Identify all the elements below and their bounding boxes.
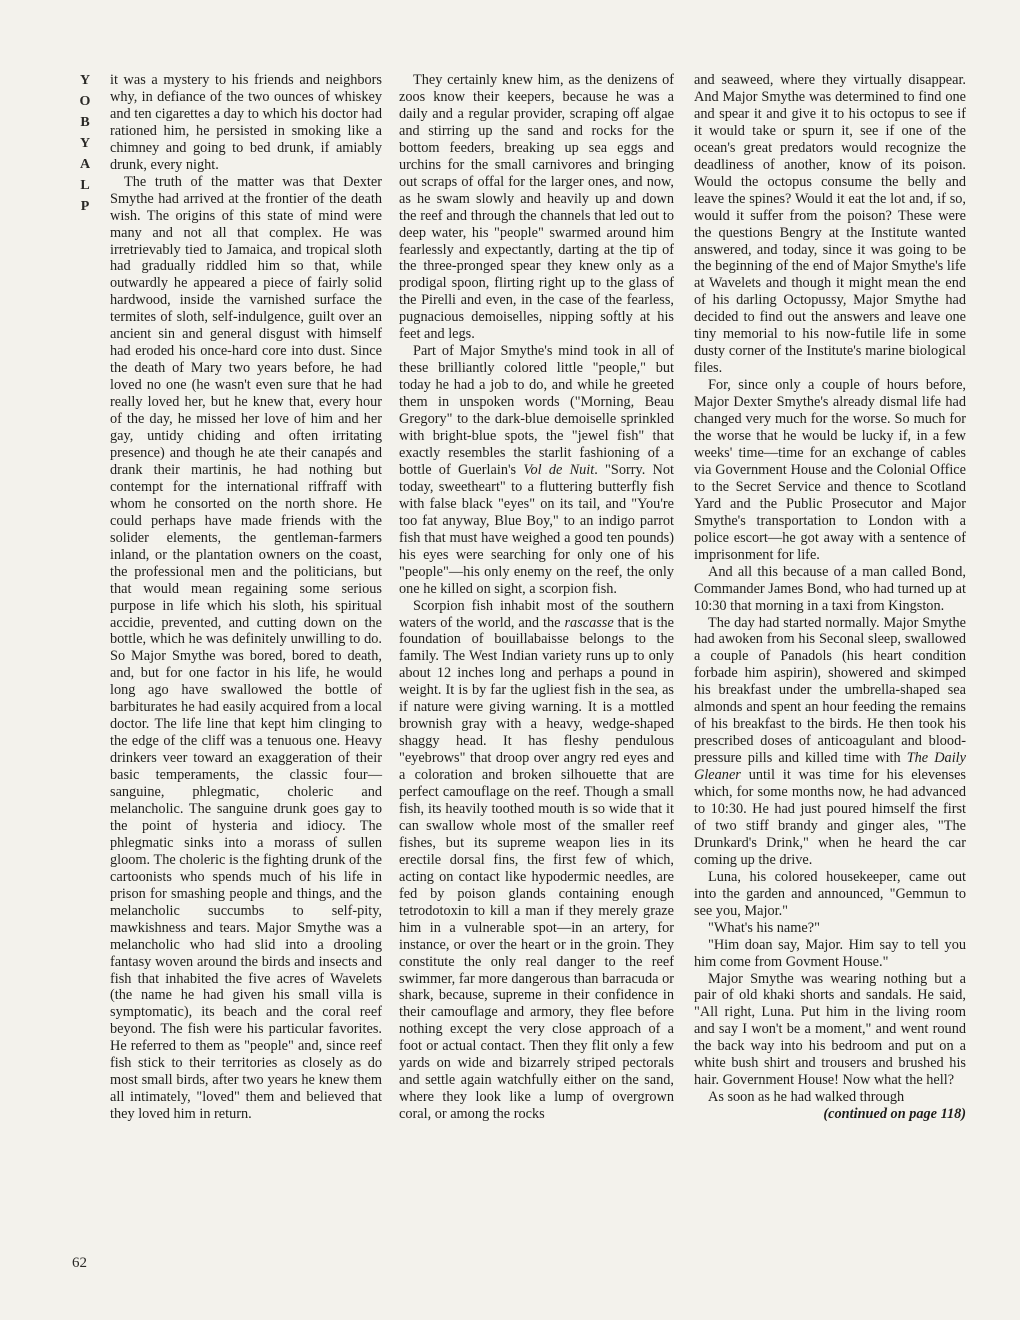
masthead-vertical (74, 70, 96, 217)
text-run: Scorpion fish inhabit most of the southern waters of the world, and the (399, 597, 674, 631)
paragraph: "What's his name?" (708, 919, 820, 936)
text-column-3 (694, 72, 966, 1123)
paragraph: it was a mystery to his friends and neighbors why, in defiance of the two ounces of whiskey and ten cigarettes a day to which his doctor had rationed him, he persisted in smoking like a chimney and going to bed drunk, if amiably drunk, every night. (110, 72, 382, 173)
paragraph: For, since only a couple of hours before, Major Dexter Smythe's already dismal life had changed very much for the worse. So much for the worse that he would be lucky if, in a few weeks' time—time for an exchange of cables via Government House and the Colonial Office to the Secret Service and thence to Scotland Yard and the Public Prosecutor and Major Smythe's transportation to London with a police escort—he got away with a sentence of imprisonment for life. (694, 377, 966, 563)
italic-term: rascasse (564, 614, 614, 631)
paragraph: They certainly knew him, as the denizens of zoos know their keepers, because he was a daily and a regular provider, scraping off algae and stirring up the sand and rocks for the bottom feeders, breaking up sea eggs and urchins for the small carnivores and bringing out scraps of offal for the larger ones, and now, as he swam slowly and heavily up and down the reef and through the channels that led out to deep water, his "people" swarmed around him fearlessly and expectantly, darting at the tip of the three-pronged spear they knew only as a prodigal spoon, flirting right up to the glass of the Pirelli and even, in the case of the fearless, pugnacious demoiselles, nipping softly at his feet and legs. (399, 72, 674, 343)
masthead-letter: Y (79, 136, 91, 151)
paragraph (399, 598, 674, 1124)
masthead-letter: A (79, 157, 91, 172)
paragraph: And all this because of a man called Bond, Commander James Bond, who had turned up at 10:30 that morning in a taxi from Kingston. (694, 563, 966, 614)
paragraph (694, 615, 966, 869)
masthead-letter: P (80, 199, 90, 214)
italic-title: The Daily Gleaner (694, 750, 966, 784)
paragraph: Major Smythe was wearing nothing but a pair of old khaki shorts and sandals. He said, "All right, Luna. Put him in the living room and say I won't be a moment," and went round the back way into his bedroom and put on a white bush shirt and trousers and brushed his hair. Government House! Now what the hell? (694, 970, 966, 1089)
masthead-letter: Y (79, 73, 91, 88)
text-run: that is the foundation of bouillabaisse belongs to the family. The West Indian variety runs up to only about 12 inches long and perhaps a pound in weight. It is by far the ugliest fish in the sea, as if nature were giving warning. It is a mottled brownish gray with a heavy, wedge-shaped shaggy head. It has fleshy pendulous "eyebrows" that droop over angry red eyes and a coloration and broken silhouette that are perfect camouflage on the reef. Though a small fish, its heavily toothed mouth is so wide that it can swallow whole most of the smaller reef fishes, but its supreme weapon lies in its erectile dorsal fins, the first few of which, acting on contact like hypodermic needles, are fed by poison glands containing enough tetrodotoxin to kill a man if they merely graze him in a vulnerable spot—in an artery, for instance, or over the heart or in the groin. They constitute the only real danger to the reef swimmer, far more dangerous than barracuda or shark, because, supreme in their confidence in their camouflage and armory, they flee before nothing except the very close approach of a foot or actual contact. Then they flit only a few yards on wide and bizarrely striped pectorals and settle again watchfully either on the sand, where they look like a lump of overgrown coral, or among the rocks (399, 614, 675, 1123)
paragraph: "Him doan say, Major. Him say to tell you him come from Govment House." (694, 936, 966, 970)
text-column-1 (110, 72, 382, 1123)
paragraph: The truth of the matter was that Dexter Smythe had arrived at the frontier of the death wish. The origins of this state of mind were many and not all that complex. He was irretrievably tied to Jamaica, and tropical sloth had gradually riddled him so that, while outwardly he appeared a piece of fairly solid hardwood, inside the varnished surface the termites of sloth, self-indulgence, guilt over an ancient sin and general disgust with himself had eroded his once-hard core into dust. Since the death of Mary two years before, he had loved no one (he wasn't even sure that he had really loved her, but he knew that, every hour of the day, he missed her love of him and her gay, untidy chiding and often irritating presence) and though he ate their canapés and drank their martinis, he had nothing but contempt for the international riffraff with whom he consorted on the north shore. He could perhaps have made friends with the solider elements, the gentleman-farmers inland, or the plantation owners on the coast, the professional men and the politicians, but that would mean regaining some serious purpose in life which his sloth, his spiritual accidie, prevented, and cutting down on the bottle, which he was definitely unwilling to do. So Major Smythe was bored, bored to death, and, but for one factor in his life, he would long ago have swallowed the bottle of barbiturates he had easily acquired from a local doctor. The life line that kept him clinging to the edge of the cliff was a tenuous one. Heavy drinkers veer toward an exaggeration of their basic temperaments, the classic four—sanguine, phlegmatic, choleric and melancholic. The sanguine drunk goes gay to the point of hysteria and idiocy. The phlegmatic sinks into a morass of sullen gloom. The choleric is the fighting drunk of the cartoonists who spends much of his life in prison for smashing people and things, and the melancholic succumbs to self-pity, mawkishness and tears. Major Smythe was a melancholic who had slid into a drooling fantasy woven around the birds and insects and fish that inhabited the five acres of Wavelets (the name he had given his small villa is symptomatic), its beach and the coral reef beyond. The fish were his particular favorites. He referred to them as "people" and, since reef fish stick to their territories as closely as do most small birds, after two years he knew them all intimately, "loved" them and believed that they loved him in return. (110, 173, 382, 1123)
text-column-2 (399, 72, 674, 1123)
paragraph: and seaweed, where they virtually disappear. And Major Smythe was determined to find one and spear it and give it to his octopus to see if it would take or spurn it, see if one of the ocean's great predators would recognize the deadliness of another, know of its poison. Would the octopus consume the belly and leave the spines? Would it eat the lot and, if so, would it suffer from the poison? These were the questions Bengry at the Institute wanted answered, and today, since it was going to be the beginning of the end of Major Smythe's life at Wavelets and though it might mean the end of his darling Octopussy, Major Smythe had decided to find out the answers and leave one tiny memorial to his now-futile life in some dusty corner of the Institute's marine biological files. (694, 72, 966, 377)
text-run: The day had started normally. Major Smythe had awoken from his Seconal sleep, swallowed a couple of Panadols (his heart condition forbade him aspirin), showered and skimped his breakfast under the umbrella-shaped sea almonds and spent an hour feeding the remains of his breakfast to the birds. He then took his prescribed doses of anticoagulant and blood-pressure pills and killed time with (694, 614, 966, 767)
paragraph: As soon as he had walked through (708, 1089, 905, 1106)
italic-title: Vol de Nuit (523, 461, 595, 478)
masthead-letter: L (80, 178, 90, 193)
text-run: . "Sorry. Not today, sweetheart" to a fluttering butterfly fish with false black "eyes" on its tail, and "You're too fat anyway, Blue Boy," to an indigo parrot fish that must have weighed a good ten pounds) his eyes were searching for only one of his "people"—his only enemy on the reef, the only one he killed on sight, a scorpion fish. (399, 461, 674, 597)
text-run: Part of Major Smythe's mind took in all of these brilliantly colored little "people," but today he had a job to do, and while he greeted them in unspoken words ("Morning, Beau Gregory" to the dark-blue demoiselle sprinkled with bright-blue spots, the "jewel fish" that exactly resembles the starlit fashioning of a bottle of Guerlain's (399, 343, 674, 478)
page-number: 62 (72, 1255, 87, 1271)
text-run: until it was time for his elevenses which, for some months now, he had advanced to 10:30. He had just poured himself the first of two stiff brandy and ginger ales, "The Drunkard's Drink," when he heard the car coming up the drive. (694, 767, 966, 868)
paragraph (399, 343, 674, 597)
paragraph: Luna, his colored housekeeper, came out into the garden and announced, "Gemmun to see you, Major." (694, 868, 966, 919)
continued-note: (continued on page 118) (823, 1106, 966, 1123)
masthead-letter: B (80, 115, 90, 130)
masthead-letter: O (79, 94, 91, 109)
